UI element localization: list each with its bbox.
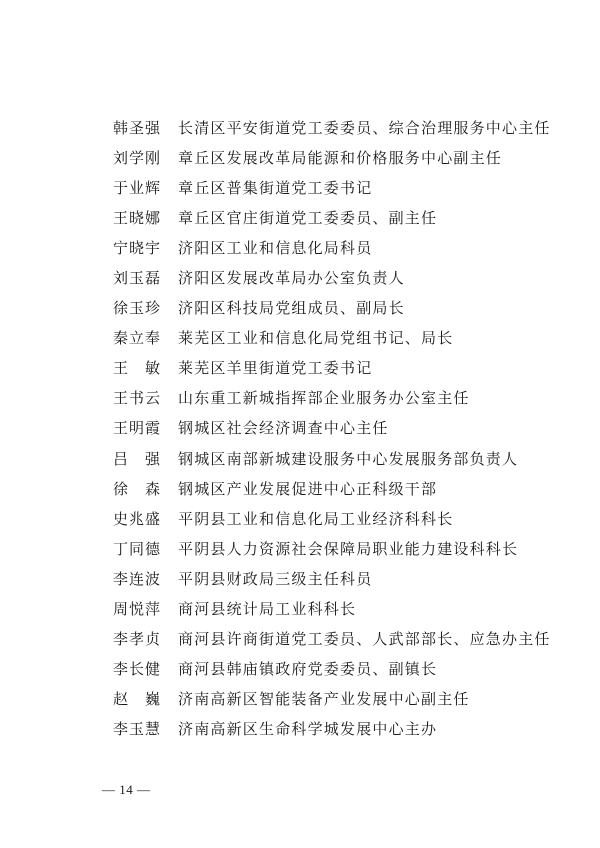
person-position: 商河县统计局工业科科长: [178, 600, 357, 619]
person-name: 秦立奉: [113, 329, 162, 348]
personnel-row: [113, 715, 573, 745]
person-position: 章丘区发展改革局能源和价格服务中心副主任: [178, 148, 503, 167]
person-name: 王 敏: [113, 359, 162, 378]
person-position: 商河县韩庙镇政府党委委员、副镇长: [178, 660, 438, 679]
person-name: 周悦萍: [113, 600, 162, 619]
personnel-row: [113, 655, 573, 685]
person-position: 济阳区发展改革局办公室负责人: [178, 269, 405, 288]
person-name: 徐 森: [113, 479, 162, 498]
person-position: 济阳区工业和信息化局科员: [178, 238, 373, 257]
personnel-row: [113, 474, 573, 504]
person-position: 钢城区产业发展促进中心正科级干部: [178, 479, 438, 498]
personnel-row: [113, 173, 573, 203]
personnel-row: [113, 113, 573, 143]
person-name: 史兆盛: [113, 509, 162, 528]
person-name: 刘玉磊: [113, 269, 162, 288]
personnel-row: [113, 233, 573, 263]
person-position: 莱芜区羊里街道党工委书记: [178, 359, 373, 378]
person-name: 吕 强: [113, 449, 162, 468]
personnel-row: [113, 354, 573, 384]
personnel-row: [113, 263, 573, 293]
personnel-row: [113, 534, 573, 564]
person-position: 长清区平安街道党工委委员、综合治理服务中心主任: [178, 118, 551, 137]
person-name: 王书云: [113, 389, 162, 408]
personnel-row: [113, 564, 573, 594]
personnel-row: [113, 504, 573, 534]
person-position: 济南高新区生命科学城发展中心主办: [178, 720, 438, 739]
person-name: 李玉慧: [113, 720, 162, 739]
person-position: 济阳区科技局党组成员、副局长: [178, 299, 405, 318]
person-position: 钢城区南部新城建设服务中心发展服务部负责人: [178, 449, 519, 468]
person-position: 平阴县人力资源社会保障局职业能力建设科科长: [178, 539, 519, 558]
person-name: 李长健: [113, 660, 162, 679]
person-name: 李连波: [113, 569, 162, 588]
person-position: 莱芜区工业和信息化局党组书记、局长: [178, 329, 454, 348]
person-name: 王晓娜: [113, 208, 162, 227]
person-position: 章丘区官庄街道党工委委员、副主任: [178, 208, 438, 227]
personnel-row: [113, 414, 573, 444]
person-position: 商河县许商街道党工委员、人武部部长、应急办主任: [178, 630, 551, 649]
personnel-row: [113, 294, 573, 324]
person-name: 宁晓宇: [113, 238, 162, 257]
page-number: — 14 —: [102, 782, 151, 797]
person-position: 章丘区普集街道党工委书记: [178, 178, 373, 197]
person-name: 李孝贞: [113, 630, 162, 649]
personnel-row: [113, 625, 573, 655]
person-position: 钢城区社会经济调查中心主任: [178, 419, 389, 438]
personnel-list: [113, 113, 573, 745]
person-name: 王明霞: [113, 419, 162, 438]
personnel-row: [113, 384, 573, 414]
person-name: 于业辉: [113, 178, 162, 197]
person-name: 徐玉珍: [113, 299, 162, 318]
person-name: 韩圣强: [113, 118, 162, 137]
personnel-row: [113, 203, 573, 233]
personnel-row: [113, 685, 573, 715]
person-position: 山东重工新城指挥部企业服务办公室主任: [178, 389, 470, 408]
person-position: 平阴县财政局三级主任科员: [178, 569, 373, 588]
person-name: 赵 巍: [113, 690, 162, 709]
person-name: 刘学刚: [113, 148, 162, 167]
personnel-row: [113, 324, 573, 354]
person-position: 济南高新区智能装备产业发展中心副主任: [178, 690, 470, 709]
person-position: 平阴县工业和信息化局工业经济科科长: [178, 509, 454, 528]
personnel-row: [113, 444, 573, 474]
personnel-row: [113, 595, 573, 625]
person-name: 丁同德: [113, 539, 162, 558]
personnel-row: [113, 143, 573, 173]
